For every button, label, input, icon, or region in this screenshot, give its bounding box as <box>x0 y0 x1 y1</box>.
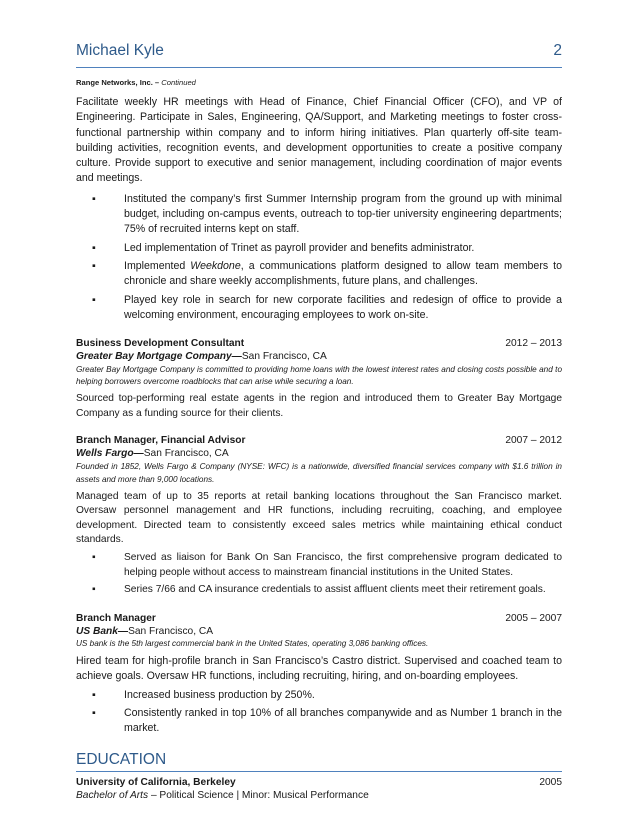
range-networks-paragraph: Facilitate weekly HR meetings with Head of Finance, Chief Financial Officer (CFO), and VP of Engineering. Participate in Sales, Engineering, QA/Support, and Marketing meetings to foster cross-functional partnership within company and to inform hiring initiatives. Plan quarterly off-site team-building activities, recognition events, and development opportunities to create a positive company culture. Provide support to executive and senior management, including coordination of major events and meetings. <box>76 96 562 185</box>
continued-company: Range Networks, Inc. – <box>76 78 160 87</box>
list-item: ▪ Led implementation of Trinet as payroll provider and benefits administrator. <box>92 241 562 256</box>
list-item: ▪ Played key role in search for new corporate facilities and redesign of office to provide a welcoming environment, encouraging employees to work on-site. <box>92 293 562 321</box>
job-summary: Sourced top-performing real estate agents in the region and introduced them to Greater Bay Mortgage Company as a funding source for their clients. <box>76 393 562 419</box>
list-item: ▪ Implemented Weekdone, a communications platform designed to allow team members to chronicle and share weekly accomplishments, future plans, and challenges. <box>92 259 562 288</box>
continued-label <box>76 77 562 88</box>
graduation-year: 2005 <box>539 777 562 789</box>
company-description: US bank is the 5th largest commercial bank in the United States, operating 3,086 banking offices. <box>76 639 429 649</box>
bullet-icon: ▪ <box>92 706 96 719</box>
degree-line <box>76 789 562 803</box>
degree-detail: – Political Science | Minor: Musical Performance <box>148 790 369 802</box>
bullet-icon: ▪ <box>92 241 96 254</box>
job-title: Business Development Consultant <box>76 338 245 350</box>
page-number: 2 <box>553 42 562 59</box>
list-item: ▪ Series 7/66 and CA insurance credentials to assist affluent clients meet their retirement goals. <box>92 583 562 598</box>
job-dates: 2007 – 2012 <box>505 435 562 447</box>
job-summary: Managed team of up to 35 reports at retail banking locations throughout the San Francisco market. Oversaw personnel management and HR functions, including recruiting, coaching, and employee development. Directed team to consistently exceed sales metrics while maintaining ethical conduct standards. <box>76 490 562 546</box>
job-company: Greater Bay Mortgage Company—San Francisco, CA <box>76 351 327 363</box>
job-company: US Bank—San Francisco, CA <box>76 625 214 637</box>
job-company: Wells Fargo—San Francisco, CA <box>76 448 229 460</box>
company-description: Founded in 1852, Wells Fargo & Company (NYSE: WFC) is a nationwide, diversified financial services company with $1.6 trillion in assets and more than 9,000 locations. <box>76 461 562 484</box>
bullet-icon: ▪ <box>92 584 96 596</box>
education-school-row <box>76 776 562 789</box>
job-title: Branch Manager, Financial Advisor <box>76 435 246 447</box>
job-title: Branch Manager <box>76 612 156 624</box>
job-summary: Hired team for high-profile branch in San Francisco’s Castro district. Supervised and coached team to achieve goals. Oversaw HR functions, including recruiting, hiring, and on-boarding employees. <box>76 654 562 683</box>
job-us-bank-header <box>76 612 562 625</box>
job-dates: 2005 – 2007 <box>505 612 562 624</box>
bullet-icon: ▪ <box>92 551 96 563</box>
job-dates: 2012 – 2013 <box>505 338 562 350</box>
job-greater-bay-header <box>76 337 562 350</box>
bullet-icon: ▪ <box>92 293 96 306</box>
product-name: Weekdone <box>190 259 241 272</box>
list-item: ▪ Served as liaison for Bank On San Francisco, the first comprehensive program dedicated to helping people without access to mainstream financial institutions in the United States. <box>92 551 562 578</box>
list-item: ▪ Increased business production by 250%. <box>92 688 562 703</box>
continued-text: Continued <box>161 78 196 87</box>
page-header <box>76 42 562 66</box>
bullet-icon: ▪ <box>92 259 96 272</box>
candidate-name: Michael Kyle <box>76 42 164 59</box>
bullet-icon: ▪ <box>92 192 96 205</box>
school-name: University of California, Berkeley <box>76 777 236 789</box>
wells-fargo-bullets <box>76 551 562 598</box>
degree: Bachelor of Arts <box>76 790 149 802</box>
job-wells-fargo-header <box>76 434 562 447</box>
us-bank-bullets <box>76 688 562 737</box>
resume-page <box>76 42 562 803</box>
header-rule <box>76 67 562 68</box>
range-networks-bullets <box>76 192 562 323</box>
education-heading: EDUCATION <box>76 751 167 769</box>
bullet-icon: ▪ <box>92 688 96 701</box>
company-description: Greater Bay Mortgage Company is committed to providing home loans with the lowest interest rates and closing costs possible and to helping borrowers overcome roadblocks that can arise while securing a loan. <box>76 364 562 387</box>
list-item: ▪ Consistently ranked in top 10% of all branches companywide and as Number 1 branch in the market. <box>92 706 562 735</box>
list-item: ▪ Instituted the company’s first Summer Internship program from the ground up with minimal budget, including on-campus events, outreach to top-tier university engineering departments; 75% of recruited interns kept on staff. <box>92 192 562 236</box>
